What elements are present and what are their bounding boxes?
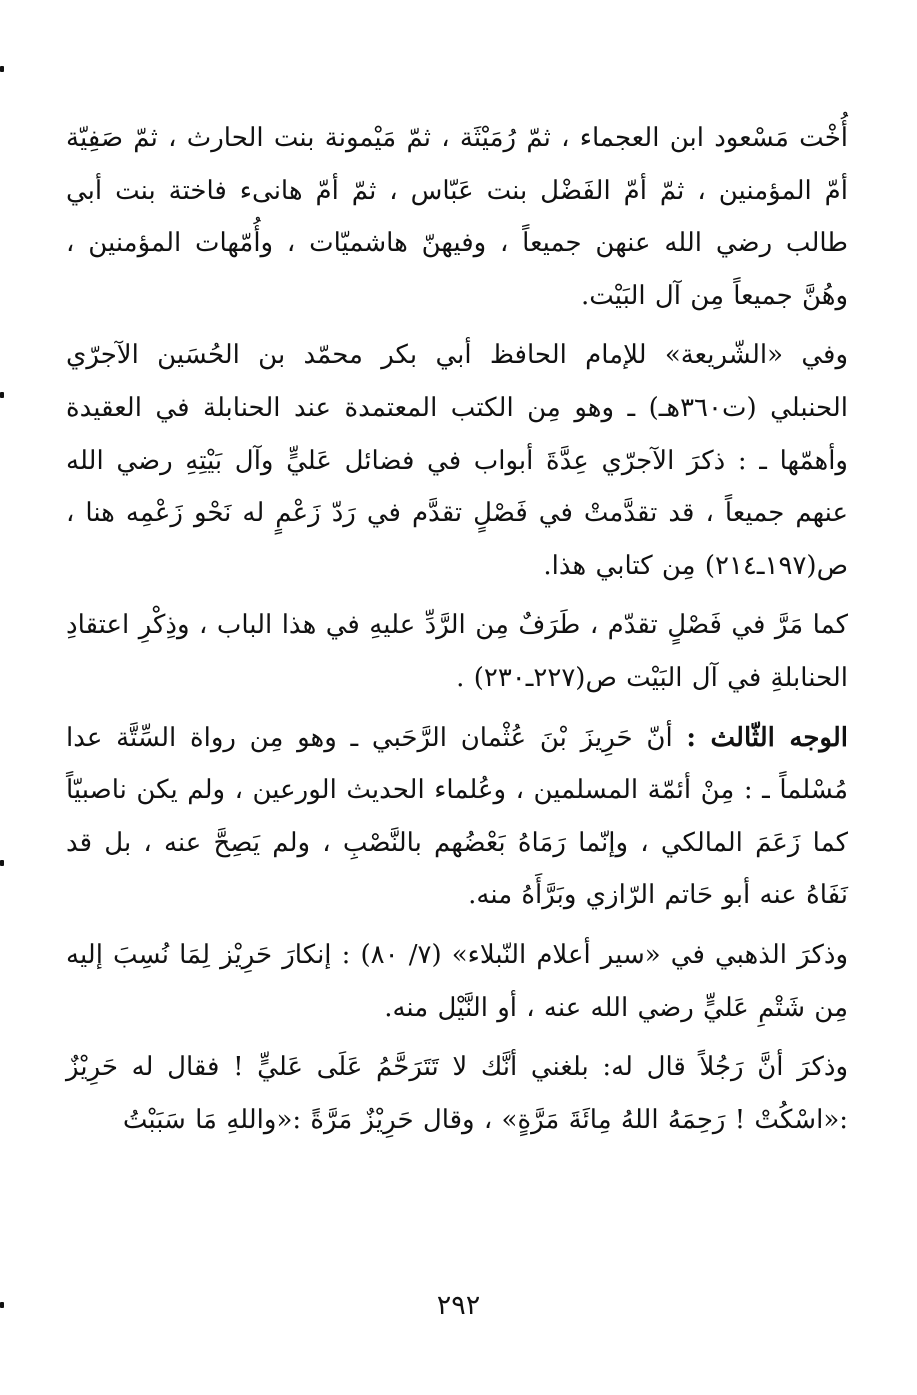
scan-edge-mark [0,392,4,398]
paragraph-text: وذكرَ الذهبي في «سير أعلام النّبلاء» (٧/ ٨٠) : إنكارَ حَرِيْز لِمَا نُسِبَ إليه مِن شَتْمِ عَليٍّ رضي الله عنه ، أو النَّيْل منه. [66,939,848,1023]
paragraph [66,929,848,1034]
page-number: ٢٩٢ [436,1290,481,1321]
paragraph [66,712,848,922]
paragraph-text: أُخْت مَسْعود ابن العجماء ، ثمّ رُمَيْثَة ، ثمّ مَيْمونة بنت الحارث ، ثمّ صَفِيّة أمّ المؤمنين ، ثمّ أمّ الفَضْل بنت عَبّاس ، ثمّ أمّ هانىء فاختة بنت أبي طالب رضي الله عنهن جميعاً ، وفيهنّ هاشميّات ، وأُمّهات المؤمنين ، وهُنَّ جميعاً مِن آل البَيْت. [66,123,848,311]
scan-edge-mark [0,66,4,72]
paragraph [66,329,848,592]
paragraph-text: وفي «الشّريعة» للإمام الحافظ أبي بكر محمّد بن الحُسَين الآجرّي الحنبلي (ت٣٦٠هـ) ـ وهو مِن الكتب المعتمدة عند الحنابلة في العقيدة وأهمّها ـ : ذكرَ الآجرّي عِدَّةَ أبواب في فضائل عَليٍّ وآل بَيْتِهِ رضي الله عنهم جميعاً ، قد تقدَّمتْ في فَصْلٍ تقدَّم في رَدّ زَعْمٍ له نَحْو زَعْمِه هنا ، ص(١٩٧ـ٢١٤) مِن كتابي هذا. [66,340,848,581]
paragraph [66,1041,848,1146]
paragraph-heading: الوجه الثّالث : [686,722,848,753]
paragraph-text: كما مَرَّ في فَصْلٍ تقدّم ، طَرَفٌ مِن الرَّدِّ عليهِ في هذا الباب ، وذِكْرِ اعتقادِ الحنابلةِ في آل البَيْت ص(٢٢٧ـ٢٣٠) . [66,610,848,693]
scan-edge-mark [0,860,4,866]
paragraph-text: وذكرَ أنَّ رَجُلاً قال له: بلغني أنَّك لا تَتَرَحَّمُ عَلَى عَليٍّ ! فقال له حَرِيْزٌ :«اسْكُتْ ! رَحِمَهُ اللهُ مِائَةَ مَرَّةٍ» ، وقال حَرِيْزٌ مَرَّةً :«واللهِ مَا سَبَبْتُ [66,1052,848,1135]
body-text [66,112,848,1146]
paragraph [66,112,848,322]
paragraph [66,599,848,704]
paragraph-text: أنّ حَرِيزَ بْنَ عُثْمان الرَّحَبي ـ وهو مِن رواة السِّتَّة عدا مُسْلماً ـ : مِنْ أئمّة المسلمين ، وعُلماء الحديث الورعين ، ولم يكن ناصبيّاً كما زَعَمَ المالكي ، وإنّما رَمَاهُ بَعْضُهم بالنَّصْبِ ، ولم يَصِحَّ عنه ، بل قد نَفَاهُ عنه أبو حَاتم الرّازي وبَرَّأَهُ منه. [66,722,848,911]
